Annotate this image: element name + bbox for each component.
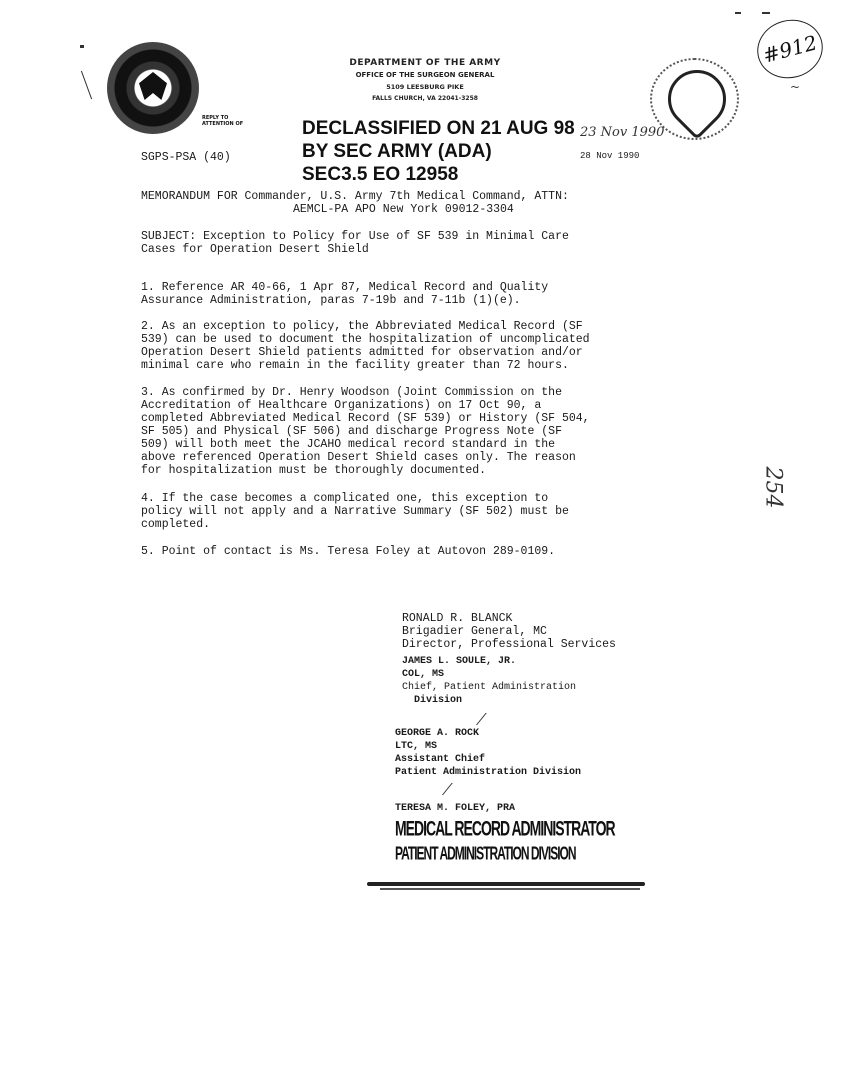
paragraph-4-line-1: 4. If the case becomes a complicated one, this exception to xyxy=(141,492,549,505)
paragraph-3-line-5: 509) will both meet the JCAHO medical record standard in the xyxy=(141,438,556,451)
coordination-1-name: JAMES L. SOULE, JR. xyxy=(402,656,517,667)
coordination-1-title: Chief, Patient Administration xyxy=(402,682,577,693)
stamped-date: 28 Nov 1990 xyxy=(580,151,640,161)
handwritten-circled-number: #912 xyxy=(751,12,830,85)
scan-speck xyxy=(735,12,741,14)
dod-seal-left xyxy=(107,42,199,134)
handwritten-initials-mark-2: ⁄ xyxy=(446,780,449,799)
stamp-line-1: MEDICAL RECORD ADMINISTRATOR xyxy=(395,816,615,840)
paragraph-1-line-2: Assurance Administration, paras 7-19b and 7-11b (1)(e). xyxy=(141,294,521,307)
scan-speck xyxy=(762,12,770,14)
declassified-line-3: SEC3.5 EO 12958 xyxy=(302,164,459,185)
coordination-3-name: TERESA M. FOLEY, PRA xyxy=(395,803,516,814)
coordination-1-rank: COL, MS xyxy=(402,669,445,680)
paragraph-4-line-2: policy will not apply and a Narrative Summary (SF 502) must be xyxy=(141,505,569,518)
coordination-1-title-2: Division xyxy=(414,695,463,706)
letterhead-street: 5109 LEESBURG PIKE xyxy=(386,83,464,91)
signature-rank: Brigadier General, MC xyxy=(402,625,547,638)
scan-speck xyxy=(80,45,84,48)
signature-underline-2 xyxy=(380,888,640,890)
coordination-2-rank: LTC, MS xyxy=(395,741,438,752)
paragraph-3-line-7: for hospitalization must be thoroughly documented. xyxy=(141,464,487,477)
paragraph-2-line-2: 539) can be used to document the hospitalization of uncomplicated xyxy=(141,333,590,346)
paragraph-3-line-3: completed Abbreviated Medical Record (SF 539) or History (SF 504, xyxy=(141,412,590,425)
letterhead-office: OFFICE OF THE SURGEON GENERAL xyxy=(355,71,495,79)
office-symbol: SGPS-PSA (40) xyxy=(141,151,231,164)
paragraph-3-line-1: 3. As confirmed by Dr. Henry Woodson (Joint Commission on the xyxy=(141,386,562,399)
paragraph-2-line-3: Operation Desert Shield patients admitted for observation and/or xyxy=(141,346,583,359)
paragraph-3-line-6: above referenced Operation Desert Shield cases only. The reason xyxy=(141,451,576,464)
paragraph-3-line-4: SF 505) and Physical (SF 506) and discharge Progress Note (SF xyxy=(141,425,562,438)
stamp-line-2: PATIENT ADMINISTRATION DIVISION xyxy=(395,843,576,864)
handwritten-initials-mark: ⁄ xyxy=(480,710,483,729)
declassified-line-1: DECLASSIFIED ON 21 AUG 98 xyxy=(302,118,575,139)
eagle-icon xyxy=(139,72,167,100)
memo-for-line-1: MEMORANDUM FOR Commander, U.S. Army 7th Medical Command, ATTN: xyxy=(141,190,569,203)
knot-emblem-icon xyxy=(656,58,738,140)
handwritten-initials: ~ xyxy=(790,80,801,94)
coordination-2-name: GEORGE A. ROCK xyxy=(395,728,480,739)
memo-for-line-2: AEMCL-PA APO New York 09012-3304 xyxy=(293,203,514,216)
signature-title: Director, Professional Services xyxy=(402,638,616,651)
handwritten-date: 23 Nov 1990 xyxy=(580,125,665,140)
signature-name: RONALD R. BLANCK xyxy=(402,612,513,625)
handwritten-side-number: 254 xyxy=(760,466,786,509)
subject-line-1: SUBJECT: Exception to Policy for Use of SF 539 in Minimal Care xyxy=(141,230,569,243)
coordination-2-title: Assistant Chief xyxy=(395,754,486,765)
paragraph-4-line-3: completed. xyxy=(141,518,211,531)
paragraph-3-line-2: Accreditation of Healthcare Organizations) on 17 Oct 90, a xyxy=(141,399,542,412)
signature-underline xyxy=(367,882,645,886)
declassified-line-2: BY SEC ARMY (ADA) xyxy=(302,141,492,162)
paragraph-5-line-1: 5. Point of contact is Ms. Teresa Foley at Autovon 289-0109. xyxy=(141,545,556,558)
letterhead-department: DEPARTMENT OF THE ARMY xyxy=(349,58,501,68)
subject-line-2: Cases for Operation Desert Shield xyxy=(141,243,369,256)
reply-to-label: REPLY TO ATTENTION OF xyxy=(202,115,244,127)
coordination-2-title-2: Patient Administration Division xyxy=(395,767,582,778)
paragraph-2-line-1: 2. As an exception to policy, the Abbreviated Medical Record (SF xyxy=(141,320,583,333)
paragraph-1-line-1: 1. Reference AR 40-66, 1 Apr 87, Medical Record and Quality xyxy=(141,281,549,294)
scan-mark xyxy=(81,71,92,100)
paragraph-2-line-4: minimal care who remain in the facility greater than 72 hours. xyxy=(141,359,569,372)
letterhead-city: FALLS CHURCH, VA 22041-3258 xyxy=(372,95,478,102)
